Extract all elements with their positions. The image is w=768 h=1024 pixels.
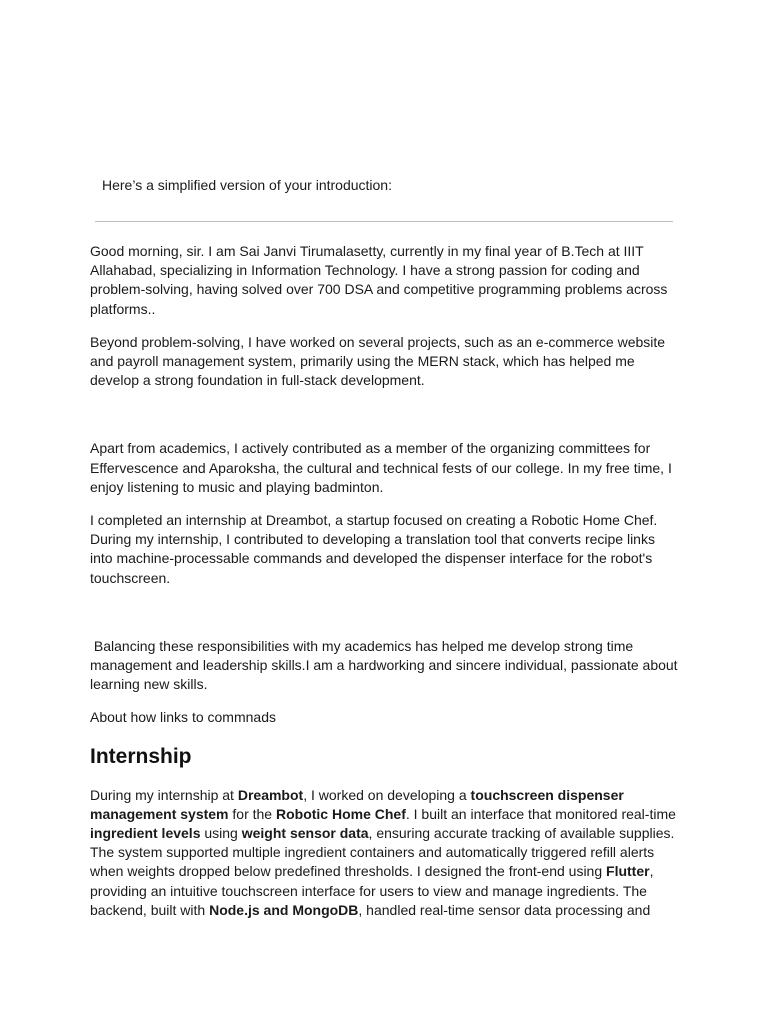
paragraph-activities: Apart from academics, I actively contributed as a member of the organizing committees for Effervescence and Aparoksha, the cultural and technical fests of our college. In my free time, I enjoy listening to music and playing badminton.: [90, 440, 672, 495]
emphasized-text: touchscreen dispenser management system: [90, 786, 624, 822]
emphasized-text: ingredient levels: [90, 825, 201, 842]
body-text: During my internship at: [90, 786, 238, 803]
body-text: , ensuring accurate tracking of available supplies. The system supported multiple ingredient containers and automatically triggered refill alerts when weights dropped below predefined thresholds. I designed the front-end using: [90, 825, 675, 880]
paragraph-note: About how links to commnads: [90, 709, 276, 726]
paragraph-closing: Balancing these responsibilities with my academics has helped me develop strong time management and leadership skills.I am a hardworking and sincere individual, passionate about learning new skills.: [90, 637, 682, 693]
body-text: , providing an intuitive touchscreen interface for users to view and manage ingredients. The backend, built with: [90, 863, 654, 918]
internship-heading: Internship: [90, 744, 192, 768]
emphasized-text: Node.js and MongoDB: [209, 901, 359, 918]
emphasized-text: Flutter: [606, 863, 650, 880]
document-page: [90, 176, 680, 920]
body-text: . I built an interface that monitored real-time: [405, 805, 676, 822]
emphasized-text: Robotic Home Chef: [275, 805, 406, 822]
body-text: using: [200, 825, 242, 842]
paragraph-projects: Beyond problem-solving, I have worked on several projects, such as an e-commerce website and payroll management system, primarily using the MERN stack, which has helped me develop a strong foundation in full-stack development.: [90, 333, 666, 389]
horizontal-divider: [95, 221, 673, 222]
internship-paragraph: [90, 786, 680, 920]
body-text: , handled real-time sensor data processing and: [358, 901, 651, 918]
emphasized-text: weight sensor data: [241, 825, 369, 842]
intro-line: Here’s a simplified version of your introduction:: [102, 177, 392, 193]
paragraph-greeting: Good morning, sir. I am Sai Janvi Tirumalasetty, currently in my final year of B.Tech at IIIT Allahabad, specializing in Information Technology. I have a strong passion for coding and problem-solving, having solved over 700 DSA and competitive programming problems across platforms..: [90, 243, 668, 317]
emphasized-text: Dreambot: [237, 786, 304, 803]
paragraph-internship-summary: I completed an internship at Dreambot, a startup focused on creating a Robotic Home Chef. During my internship, I contributed to developing a translation tool that converts recipe links into machine-processable commands and developed the dispenser interface for the robot's touchscreen.: [90, 512, 658, 586]
body-text: for the: [228, 805, 276, 822]
body-text: , I worked on developing a: [303, 786, 471, 803]
